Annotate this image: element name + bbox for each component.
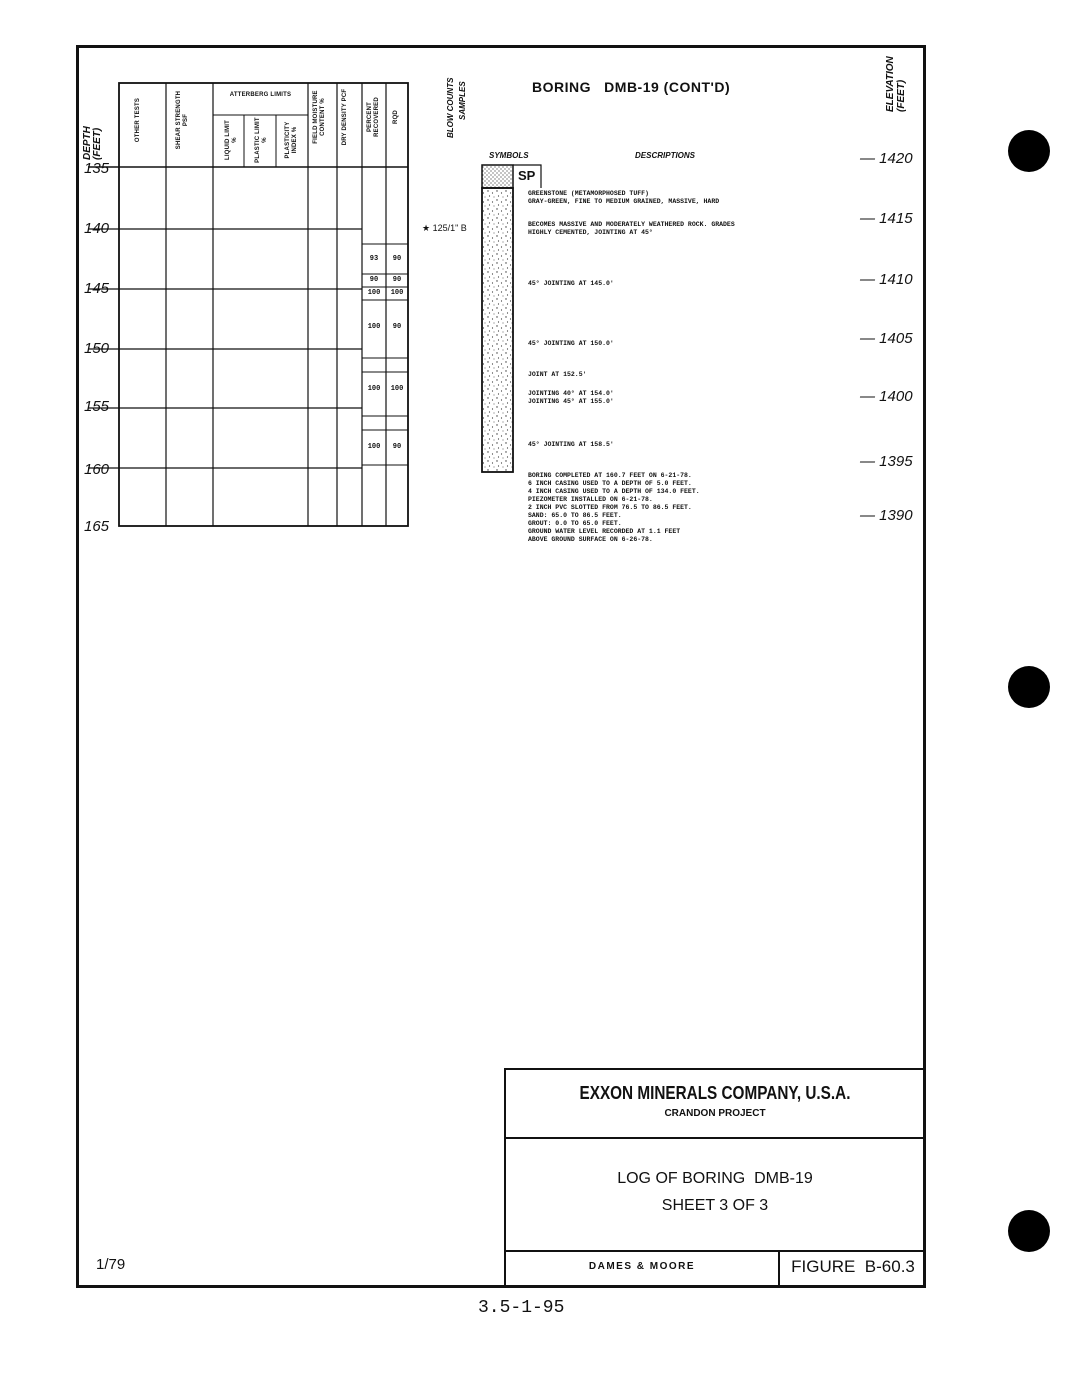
description-line: JOINTING 45° AT 155.0' — [528, 398, 614, 405]
elevation-axis-label: ELEVATION (FEET) — [885, 56, 907, 112]
core-recovered-value: 100 — [367, 385, 381, 393]
core-recovered-value: 93 — [369, 255, 379, 263]
company-name: EXXON MINERALS COMPANY, U.S.A. — [579, 1083, 851, 1103]
depth-tick: 140 — [84, 220, 110, 237]
column-header-liquid-limit: LIQUID LIMIT % — [225, 119, 238, 161]
figure-number: FIGURE B-60.3 — [791, 1257, 915, 1276]
description-line: 45° JOINTING AT 145.0' — [528, 280, 614, 287]
core-recovered-value: 100 — [367, 323, 381, 331]
description-line: 45° JOINTING AT 158.5' — [528, 441, 614, 448]
project-name: CRANDON PROJECT — [664, 1108, 766, 1119]
title-block-divider — [504, 1137, 926, 1139]
core-rqd-value: 100 — [390, 385, 404, 393]
elevation-tick: — 1400 — [860, 388, 913, 405]
completion-note: 6 INCH CASING USED TO A DEPTH OF 5.0 FEET. — [528, 480, 692, 487]
core-rqd-value: 100 — [390, 289, 404, 297]
column-header-plasticity-index: PLASTICITY INDEX % — [285, 121, 298, 159]
core-rqd-value: 90 — [392, 443, 402, 451]
core-recovered-value: 100 — [367, 443, 381, 451]
completion-note: 4 INCH CASING USED TO A DEPTH OF 134.0 FEET. — [528, 488, 700, 495]
column-header-other-tests: OTHER TESTS — [135, 97, 141, 143]
title-block-divider — [778, 1250, 780, 1286]
depth-tick: 150 — [84, 340, 110, 357]
description-line: 45° JOINTING AT 150.0' — [528, 340, 614, 347]
completion-note: ABOVE GROUND SURFACE ON 6-26-78. — [528, 536, 653, 543]
log-title: LOG OF BORING DMB-19 — [617, 1170, 813, 1187]
elevation-tick: — 1415 — [860, 210, 913, 227]
core-rqd-value: 90 — [392, 255, 402, 263]
description-line: HIGHLY CEMENTED, JOINTING AT 45° — [528, 229, 653, 236]
page-number: 3.5-1-95 — [478, 1298, 565, 1318]
column-header-shear-strength: SHEAR STRENGTH PSF — [176, 90, 189, 150]
elevation-tick: — 1405 — [860, 330, 913, 347]
column-header-rqd: RQD — [393, 110, 399, 124]
firm-name: DAMES & MOORE — [588, 1261, 696, 1272]
depth-tick: 165 — [84, 518, 110, 535]
core-rqd-value: 90 — [392, 323, 402, 331]
description-line: JOINTING 40° AT 154.0' — [528, 390, 614, 397]
blow-counts-label: BLOW COUNTS — [446, 77, 455, 138]
column-header-dry-density: DRY DENSITY PCF — [342, 88, 348, 146]
elevation-tick: — 1420 — [860, 150, 913, 167]
samples-label: SAMPLES — [458, 81, 467, 120]
column-header-percent-recovered: PERCENT RECOVERED — [367, 97, 380, 137]
descriptions-header: DESCRIPTIONS — [635, 151, 696, 160]
core-recovered-value: 90 — [369, 276, 379, 284]
column-header-field-moisture: FIELD MOISTURE CONTENT % — [313, 90, 326, 144]
depth-tick: 135 — [84, 160, 110, 177]
depth-tick: 155 — [84, 398, 110, 415]
symbol-code: SP — [518, 168, 536, 183]
column-header-atterberg-limits: ATTERBERG LIMITS — [229, 92, 292, 98]
description-line: GREENSTONE (METAMORPHOSED TUFF) — [528, 190, 649, 197]
core-rqd-value: 90 — [392, 276, 402, 284]
depth-axis-label: DEPTH (FEET) — [82, 126, 103, 160]
completion-note: GROUT: 0.0 TO 65.0 FEET. — [528, 520, 622, 527]
description-line: BECOMES MASSIVE AND MODERATELY WEATHERED ROCK. GRADES — [528, 221, 735, 228]
boring-title: BORING DMB-19 (CONT'D) — [532, 79, 731, 95]
depth-tick: 160 — [84, 461, 110, 478]
elevation-tick: — 1390 — [860, 507, 913, 524]
elevation-tick: — 1410 — [860, 271, 913, 288]
column-header-plastic-limit: PLASTIC LIMIT % — [255, 117, 268, 163]
completion-note: PIEZOMETER INSTALLED ON 6-21-78. — [528, 496, 653, 503]
description-line: GRAY-GREEN, FINE TO MEDIUM GRAINED, MASSIVE, HARD — [528, 198, 720, 205]
symbols-header: SYMBOLS — [489, 151, 529, 160]
core-recovered-value: 100 — [367, 289, 381, 297]
completion-note: 2 INCH PVC SLOTTED FROM 76.5 TO 86.5 FEET. — [528, 504, 692, 511]
completion-note: BORING COMPLETED AT 160.7 FEET ON 6-21-78. — [528, 472, 692, 479]
sheet-number: SHEET 3 OF 3 — [661, 1197, 769, 1214]
depth-tick: 145 — [84, 280, 110, 297]
title-block-divider — [504, 1250, 926, 1252]
description-line: JOINT AT 152.5' — [528, 371, 587, 378]
completion-note: SAND: 65.0 TO 86.5 FEET. — [528, 512, 622, 519]
blow-count-value: ★ 125/1" B — [422, 223, 467, 233]
completion-note: GROUND WATER LEVEL RECORDED AT 1.1 FEET — [528, 528, 681, 535]
drawing-date: 1/79 — [96, 1256, 126, 1273]
elevation-tick: — 1395 — [860, 453, 913, 470]
